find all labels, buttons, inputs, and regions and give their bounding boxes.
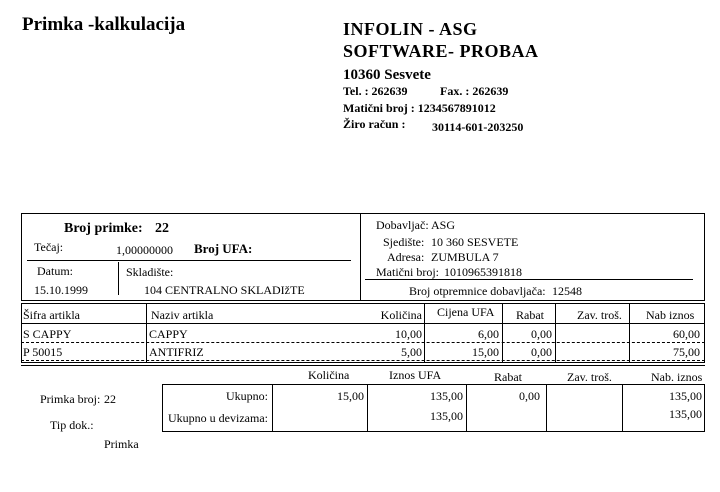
summary-top-line [21, 365, 705, 366]
row2-naziv: ANTIFRIZ [149, 345, 204, 359]
col-header-naziv: Naziv artikla [151, 308, 214, 322]
ukupno-nab: 135,00 [669, 389, 702, 403]
datum-divider [118, 262, 119, 295]
devize-label: Ukupno u devizama: [168, 411, 268, 425]
sum-header-zav: Zav. troš. [567, 370, 612, 384]
sjediste-value: 10 360 SESVETE [431, 235, 519, 249]
maticni-broj-label: Matični broj: [376, 265, 439, 279]
row2-kolicina: 5,00 [401, 345, 422, 359]
maticni-broj-value: 1010965391818 [444, 265, 522, 279]
primka-broj-label: Primka broj: [40, 392, 101, 406]
col-header-nab: Nab iznos [646, 308, 695, 322]
company-fax: Fax. : 262639 [440, 84, 509, 98]
company-tel: Tel. : 262639 [343, 84, 408, 98]
row1-nab: 60,00 [673, 327, 700, 341]
company-name-line1: INFOLIN - ASG [343, 19, 478, 39]
dobavljac-label: Dobavljač: [376, 218, 429, 232]
row2-cijena: 15,00 [472, 345, 499, 359]
row1-kolicina: 10,00 [395, 327, 422, 341]
col-header-sifra: Šifra artikla [23, 308, 80, 322]
header-left-line [27, 260, 351, 261]
broj-primke-value: 22 [155, 221, 169, 236]
col-sep-1 [146, 303, 147, 363]
document-title: Primka -kalkulacija [22, 14, 186, 35]
sum-header-rabat: Rabat [494, 370, 522, 384]
skladiste-value: 104 CENTRALNO SKLADIžTE [144, 283, 305, 297]
tip-dok-value: Primka [104, 437, 139, 451]
tip-dok-label: Tip dok.: [50, 418, 94, 432]
sum-header-nab: Nab. iznos [651, 370, 703, 384]
col-header-cijena: Cijena UFA [437, 305, 495, 319]
company-name-line2: SOFTWARE- PROBAA [343, 41, 539, 61]
sjediste-label: Sjedište: [383, 235, 425, 249]
adresa-label: Adresa: [387, 250, 425, 264]
ukupno-label: Ukupno: [226, 389, 268, 403]
ukupno-kolicina: 15,00 [337, 389, 364, 403]
skladiste-label: Skladište: [126, 265, 174, 279]
primka-broj-value: 22 [104, 392, 116, 406]
header-divider [360, 213, 361, 301]
devize-iznos: 135,00 [430, 409, 463, 423]
row2-rabat: 0,00 [531, 345, 552, 359]
row-separator [21, 342, 705, 343]
broj-ufa-label: Broj UFA: [194, 241, 253, 256]
col-sep-4 [555, 303, 556, 363]
table-header-line [21, 323, 705, 324]
devize-nab: 135,00 [669, 407, 702, 421]
sum-header-kolicina: Količina [308, 368, 350, 382]
row-separator [21, 360, 705, 361]
row2-sifra: P 50015 [23, 345, 63, 359]
dobavljac-value: ASG [431, 218, 456, 232]
sum-sep-4 [546, 384, 547, 432]
ukupno-rabat: 0,00 [519, 389, 540, 403]
row2-nab: 75,00 [673, 345, 700, 359]
company-ziro-value: 30114-601-203250 [432, 120, 524, 134]
otpremnica-label: Broj otpremnice dobavljača: [409, 284, 546, 298]
col-header-rabat: Rabat [516, 308, 544, 322]
col-header-zav: Zav. troš. [577, 308, 622, 322]
otpremnica-value: 12548 [552, 284, 582, 298]
datum-label: Datum: [37, 264, 73, 278]
row1-cijena: 6,00 [478, 327, 499, 341]
header-right-line [365, 279, 693, 280]
tecaj-label: Tečaj: [34, 240, 64, 254]
adresa-value: ZUMBULA 7 [431, 250, 499, 264]
col-header-kolicina: Količina [380, 308, 422, 322]
datum-value: 15.10.1999 [34, 283, 88, 297]
broj-primke-label: Broj primke: [64, 221, 143, 236]
company-city: 10360 Sesvete [343, 67, 431, 83]
row1-rabat: 0,00 [531, 327, 552, 341]
company-ziro-label: Žiro račun : [343, 117, 406, 131]
tecaj-value: 1,00000000 [116, 243, 173, 257]
sum-header-iznos: Iznos UFA [389, 368, 442, 382]
ukupno-iznos: 135,00 [430, 389, 463, 403]
row1-naziv: CAPPY [149, 327, 188, 341]
company-maticni-broj: Matični broj : 1234567891012 [343, 101, 496, 115]
row1-sifra: S CAPPY [23, 327, 72, 341]
